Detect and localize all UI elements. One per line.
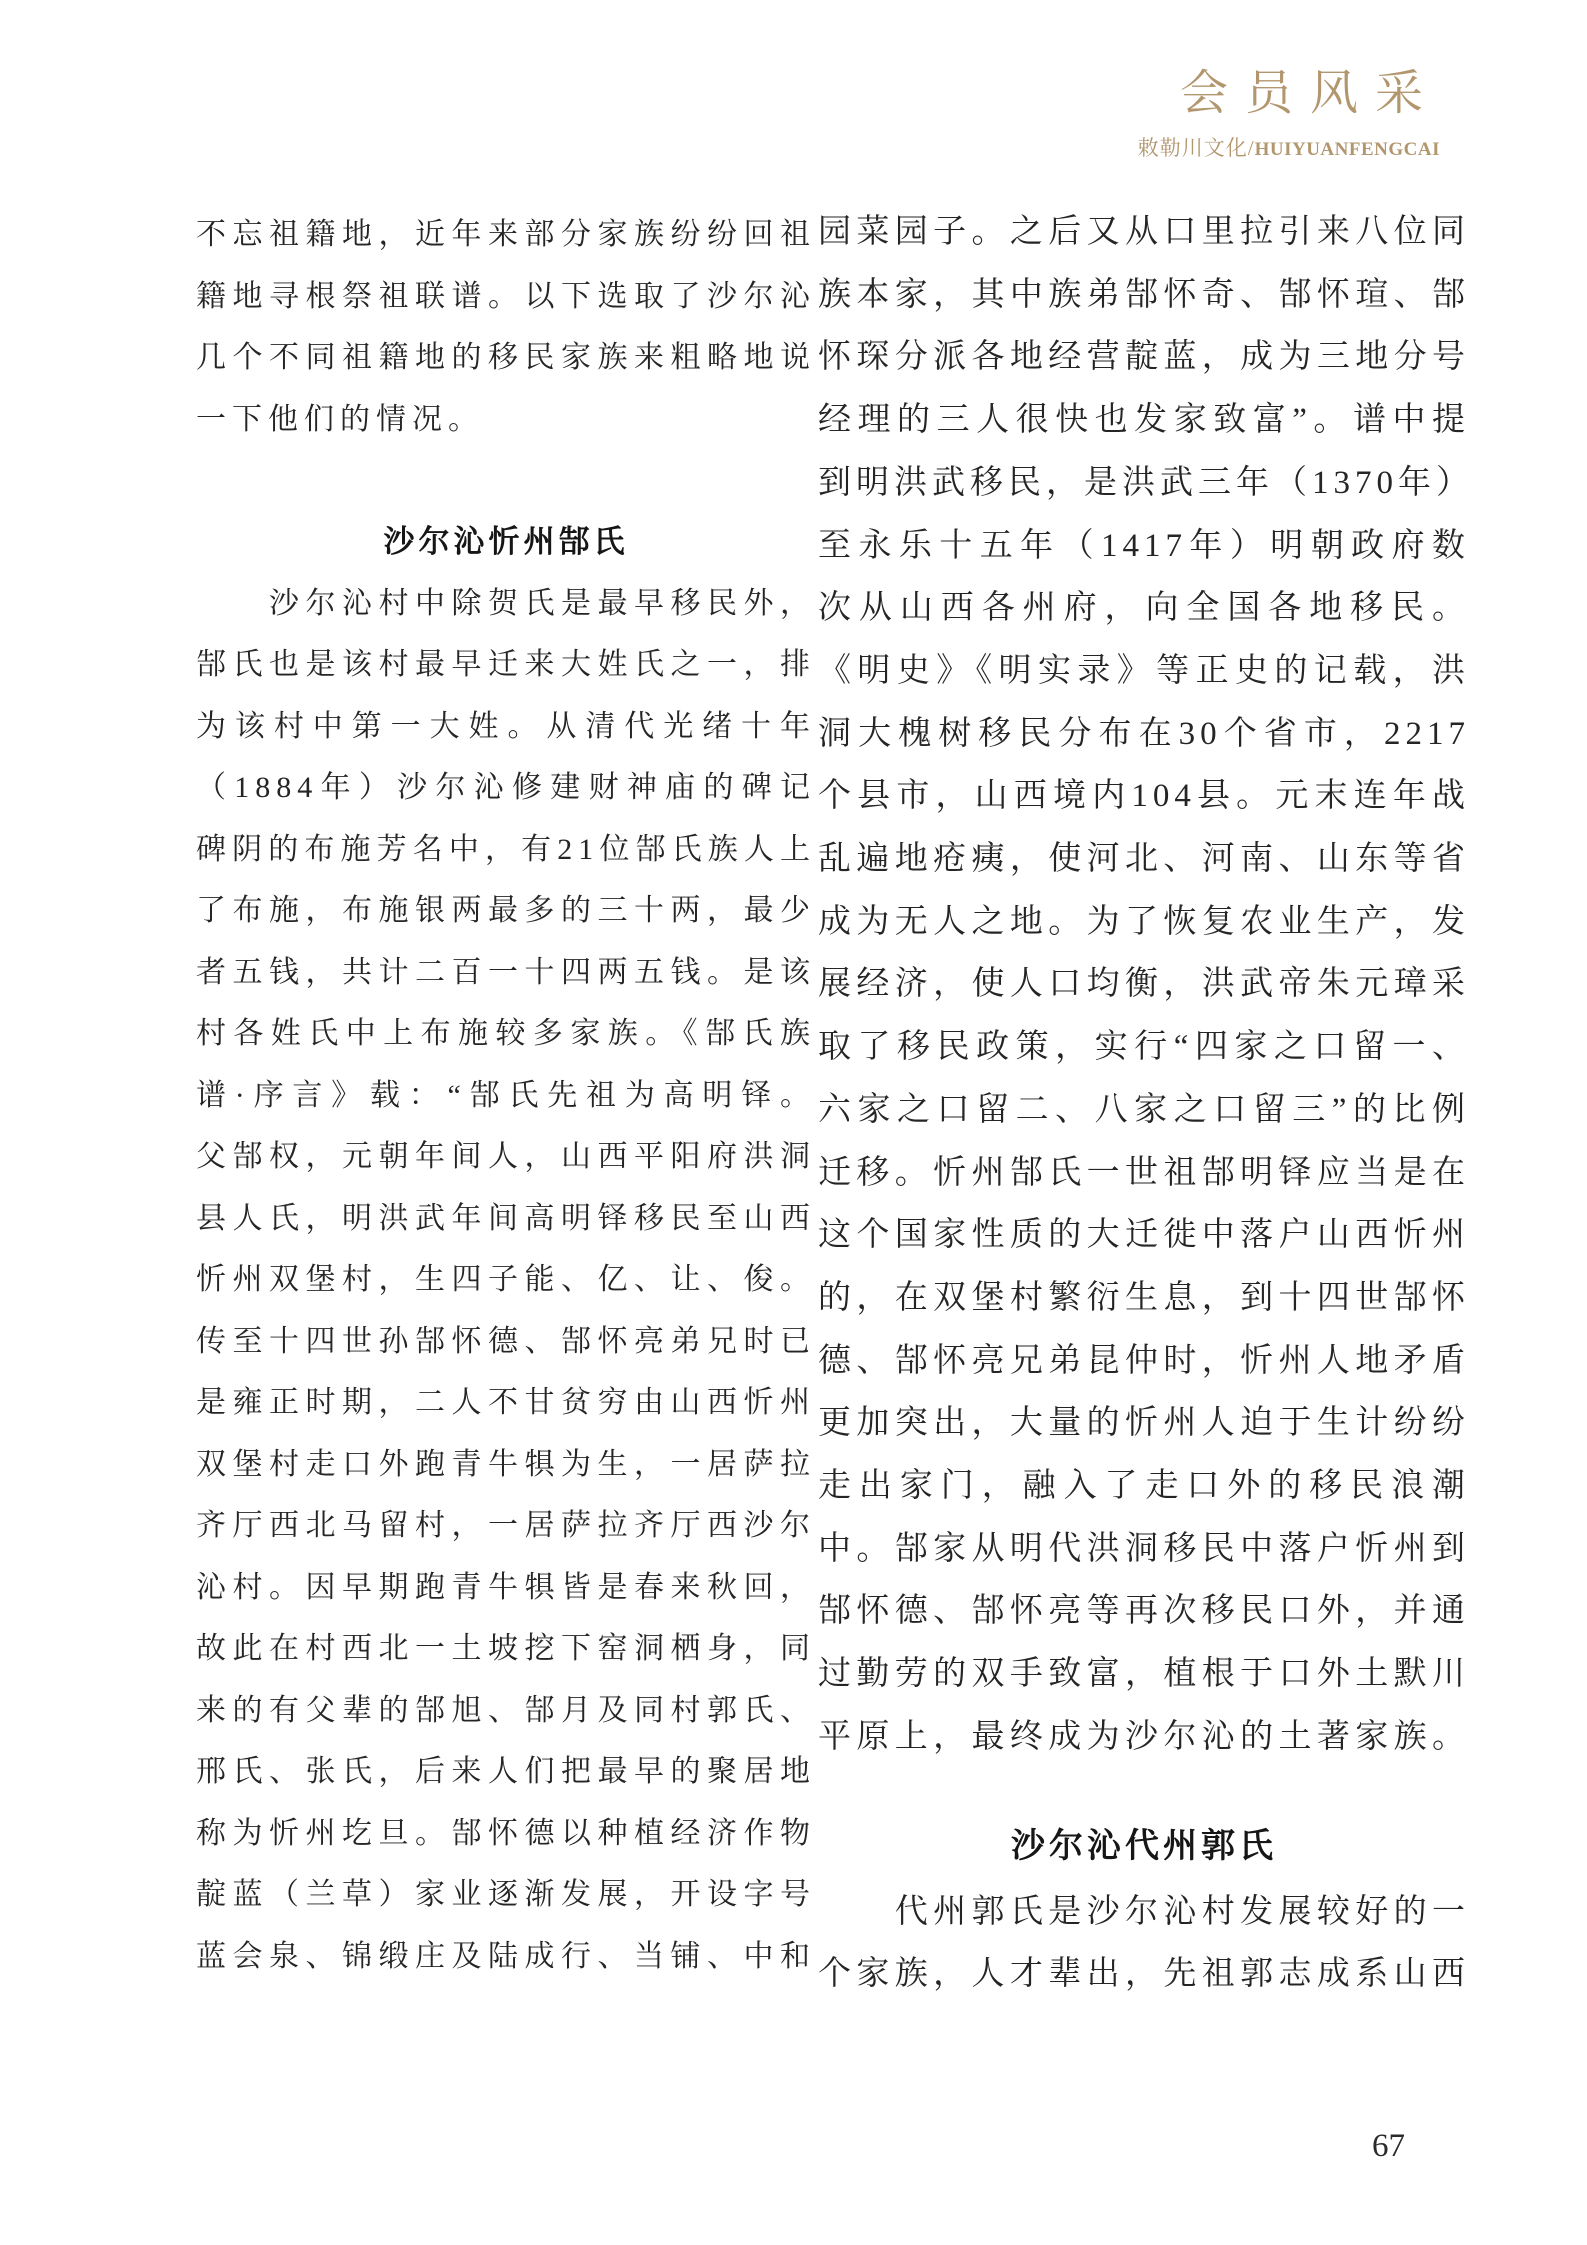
text-line: 园菜园子。之后又从口里拉引来八位同	[818, 214, 1470, 250]
text-line: 双堡村走口外跑青牛犋为生，一居萨拉	[196, 1447, 816, 1481]
section-heading-xinzhou-gao: 沙尔沁忻州郜氏	[383, 524, 629, 559]
text-line: 村各姓氏中上布施较多家族。《郜氏族	[196, 1017, 816, 1050]
section-heading-daizhou-guo: 沙尔沁代州郭氏	[1011, 1826, 1277, 1865]
text-line: 过勤劳的双手致富，植根于口外土默川	[818, 1656, 1470, 1693]
header-title: 会员风采	[1179, 67, 1440, 120]
text-line: 邢氏、张氏，后来人们把最早的聚居地	[196, 1755, 816, 1788]
text-line: 来的有父辈的郜旭、郜月及同村郭氏、	[196, 1693, 816, 1727]
text-line: 不忘祖籍地，近年来部分家族纷纷回祖	[196, 218, 816, 251]
text-line: 怀琛分派各地经营靛蓝，成为三地分号	[818, 339, 1470, 376]
text-line: 蓝会泉、锦缎庄及陆成行、当铺、中和	[196, 1939, 816, 1973]
text-line: 迁移。忻州郜氏一世祖郜明铎应当是在	[818, 1154, 1470, 1191]
text-line: 碑阴的布施芳名中，有21位郜氏族人上	[196, 832, 816, 866]
text-line: 走出家门，融入了走口外的移民浪潮	[818, 1468, 1470, 1505]
text-line: 展经济，使人口均衡，洪武帝朱元璋采	[818, 966, 1470, 1003]
body-paragraph-continued	[818, 201, 1474, 1769]
text-line: 故此在村西北一土坡挖下窑洞栖身，同	[196, 1632, 816, 1665]
text-line: 洞大槐树移民分布在30个省市，2217	[818, 715, 1470, 752]
text-line: 是雍正时期，二人不甘贫穷由山西忻州	[196, 1386, 816, 1419]
page-header	[1138, 66, 1440, 162]
text-line: 父郜权，元朝年间人，山西平阳府洪洞	[196, 1140, 816, 1173]
text-line: 沙尔沁村中除贺氏是最早移民外，	[196, 586, 816, 620]
text-line: 靛蓝（兰草）家业逐渐发展，开设字号	[196, 1878, 816, 1911]
text-line: 平原上，最终成为沙尔沁的土著家族。	[818, 1718, 1470, 1755]
text-line: 几个不同祖籍地的移民家族来粗略地说	[196, 341, 816, 374]
header-subtitle-divider: /	[1247, 136, 1255, 160]
text-line: 为该村中第一大姓。从清代光绪十年	[196, 709, 816, 743]
text-line: 郜氏也是该村最早迁来大姓氏之一，排	[196, 648, 816, 681]
text-line: 齐厅西北马留村，一居萨拉齐厅西沙尔	[196, 1509, 816, 1542]
text-line: 者五钱，共计二百一十四两五钱。是该	[196, 955, 816, 989]
left-column	[196, 204, 816, 1987]
text-line: 一下他们的情况。	[196, 402, 484, 436]
right-column	[818, 201, 1474, 2006]
text-line: 六家之口留二、八家之口留三”的比例	[818, 1091, 1470, 1128]
text-line: 更加突出，大量的忻州人迫于生计纷纷	[818, 1405, 1470, 1442]
text-line: 乱遍地疮痍，使河北、河南、山东等省	[818, 841, 1470, 878]
text-line: 成为无人之地。为了恢复农业生产，发	[818, 903, 1470, 940]
text-line: 中。郜家从明代洪洞移民中落户忻州到	[818, 1530, 1470, 1567]
text-line: 个县市，山西境内104县。元末连年战	[818, 778, 1470, 815]
text-line: 郜怀德、郜怀亮等再次移民口外，并通	[818, 1593, 1470, 1630]
body-paragraph-daizhou-guo	[818, 1881, 1470, 2006]
intro-paragraph	[196, 204, 816, 450]
text-line: 到明洪武移民，是洪武三年（1370年）	[818, 464, 1474, 501]
text-line: 个家族，人才辈出，先祖郭志成系山西	[818, 1956, 1470, 1993]
text-line: 取了移民政策，实行“四家之口留一、	[818, 1029, 1470, 1066]
text-line: 的，在双堡村繁衍生息，到十四世郜怀	[818, 1279, 1470, 1316]
text-line: 籍地寻根祭祖联谱。以下选取了沙尔沁	[196, 279, 816, 313]
text-line: 次从山西各州府，向全国各地移民。	[818, 590, 1470, 627]
text-line: （1884年）沙尔沁修建财神庙的碑记	[196, 771, 816, 804]
text-line: 称为忻州圪旦。郜怀德以种植经济作物	[196, 1816, 816, 1850]
body-paragraph-xinzhou-gao	[196, 573, 816, 1988]
text-line: 德、郜怀亮兄弟昆仲时，忻州人地矛盾	[818, 1342, 1470, 1379]
header-subtitle-en: HUIYUANFENGCAI	[1254, 139, 1440, 160]
text-line: 代州郭氏是沙尔沁村发展较好的一	[818, 1893, 1470, 1930]
text-line: 经理的三人很快也发家致富”。谱中提	[818, 402, 1470, 439]
text-line: 县人氏，明洪武年间高明铎移民至山西	[196, 1201, 816, 1235]
text-line: 传至十四世孙郜怀德、郜怀亮弟兄时已	[196, 1324, 816, 1358]
header-subtitle	[1138, 136, 1440, 162]
text-line: 《明史》《明实录》等正史的记载，洪	[818, 652, 1470, 689]
text-line: 忻州双堡村，生四子能、亿、让、俊。	[196, 1263, 816, 1296]
text-line: 这个国家性质的大迁徙中落户山西忻州	[818, 1217, 1470, 1254]
text-line: 沁村。因早期跑青牛犋皆是春来秋回，	[196, 1570, 816, 1604]
text-line: 谱·序言》载：“郜氏先祖为高明铎。	[196, 1078, 816, 1112]
text-line: 至永乐十五年（1417年）明朝政府数	[818, 527, 1470, 564]
text-line: 了布施，布施银两最多的三十两，最少	[196, 894, 816, 927]
text-line: 族本家，其中族弟郜怀奇、郜怀瑄、郜	[818, 276, 1470, 313]
header-subtitle-cn: 敕勒川文化	[1137, 136, 1248, 160]
page-number: 67	[1372, 2128, 1405, 2164]
